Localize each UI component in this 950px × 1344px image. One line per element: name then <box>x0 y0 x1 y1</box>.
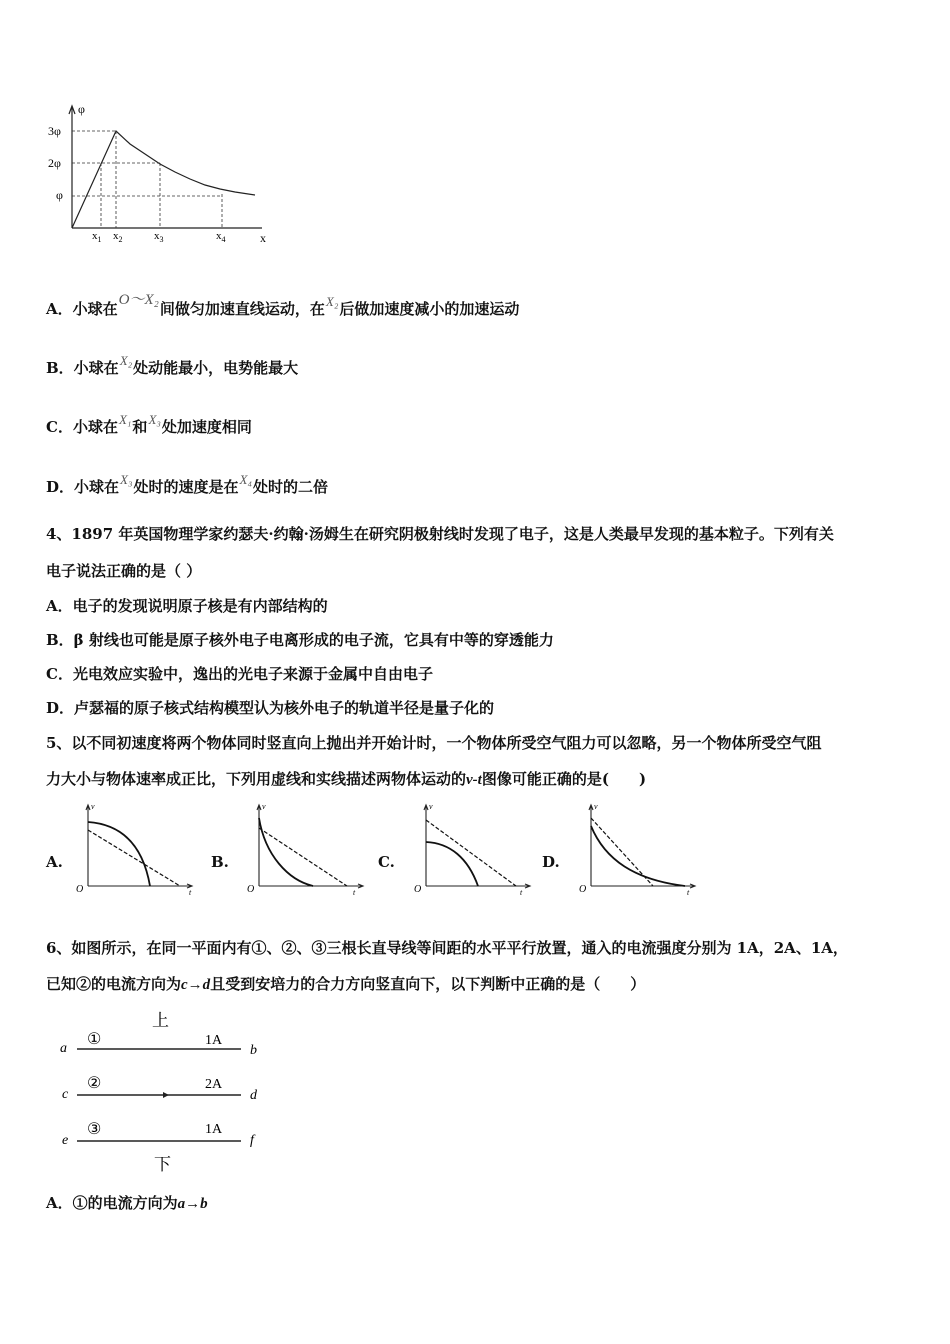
label-a: a <box>60 1041 67 1056</box>
q4-option-d: D．卢瑟福的原子核式结构模型认为核外电子的轨道半径是量子化的 <box>46 699 495 717</box>
vt-symbol: v-t <box>466 772 482 788</box>
symbol: O～X₂ <box>118 292 159 308</box>
solid-curve <box>591 826 685 886</box>
q4-option-c: C．光电效应实验中，逸出的光电子来源于金属中自由电子 <box>46 665 433 683</box>
v-axis-label: v <box>91 802 95 811</box>
stem-text: 已知②的电流方向为 <box>46 975 182 993</box>
wire1-number: ① <box>87 1031 102 1048</box>
wire2-current: 2A <box>205 1077 223 1092</box>
symbol: X₄ <box>239 472 252 487</box>
origin-label: O <box>247 884 255 895</box>
x-axis-label: x <box>260 231 266 245</box>
option-text: 间做匀加速直线运动，在 <box>159 300 325 318</box>
q4-option-a: A．电子的发现说明原子核是有内部结构的 <box>46 597 328 615</box>
label-e: e <box>62 1133 69 1148</box>
tick-phi: φ <box>56 188 63 202</box>
wire3-number: ③ <box>87 1121 102 1138</box>
tick-x2: $x_2$ <box>113 230 123 244</box>
symbol: X₃ <box>148 412 161 427</box>
v-axis-label: v <box>262 802 266 811</box>
label-c: c <box>62 1087 69 1102</box>
option-text: 处动能最小，电势能最大 <box>133 359 299 377</box>
wire3-current: 1A <box>205 1122 223 1137</box>
label-up: 上 <box>152 1011 169 1030</box>
q4-stem-line1: 4、1897 年英国物理学家约瑟夫·约翰·汤姆生在研究阴极射线时发现了电子，这是人类最早发现的基本粒子。下列有关 <box>46 525 834 543</box>
origin-label: O <box>579 884 587 895</box>
stem-text: 力大小与物体速率成正比，下列用虚线和实线描述两物体运动的 <box>46 770 467 788</box>
t-axis-label: t <box>189 888 192 895</box>
q4-stem-line2: 电子说法正确的是（ ） <box>46 562 202 580</box>
vt-graph-d <box>575 800 700 895</box>
vt-graph-b <box>243 800 368 895</box>
dashed-line <box>591 818 653 886</box>
option-text: B．小球在 <box>46 359 119 377</box>
symbol: X₃ <box>120 472 133 487</box>
q5-stem-line1: 5、以不同初速度将两个物体同时竖直向上抛出并开始计时，一个物体所受空气阻力可以忽略，另一个物体所受空气阻 <box>46 734 822 752</box>
option-text: 处加速度相同 <box>161 418 252 436</box>
option-text: 后做加速度减小的加速运动 <box>339 300 520 318</box>
label-b: b <box>250 1043 257 1058</box>
solid-curve <box>88 822 150 886</box>
q5-option-c-label: C. <box>378 853 395 871</box>
label-f: f <box>250 1133 254 1148</box>
symbol: X₂ <box>119 353 133 368</box>
tick-x3: $x_3$ <box>154 230 164 244</box>
q5-option-d-label: D. <box>542 853 560 871</box>
q3-option-a <box>46 292 520 319</box>
option-text: D．小球在 <box>46 478 120 496</box>
label-down: 下 <box>154 1155 171 1174</box>
x-tick-labels <box>92 230 226 244</box>
q3-option-d <box>46 472 328 497</box>
t-axis-label: t <box>353 888 356 895</box>
tick-x4: $x_4$ <box>216 230 226 244</box>
phi-axis-label: φ <box>78 102 85 116</box>
q3-option-b <box>46 353 299 378</box>
option-text: 处时的二倍 <box>252 478 328 496</box>
origin-label: O <box>76 884 84 895</box>
dashed-line <box>259 828 347 886</box>
wire2-number: ② <box>87 1075 102 1092</box>
dashed-line <box>88 830 180 886</box>
q6-option-a <box>46 1192 208 1213</box>
tick-3phi: 3φ <box>48 124 61 138</box>
q5-option-b-label: B. <box>211 853 229 871</box>
q6-stem-line2 <box>46 973 645 994</box>
q5-option-a-label: A. <box>46 853 63 871</box>
dashed-line <box>426 820 516 886</box>
q4-option-b: B．β 射线也可能是原子核外电子电离形成的电子流，它具有中等的穿透能力 <box>46 631 554 649</box>
option-text: C．小球在 <box>46 418 118 436</box>
label-d: d <box>250 1088 257 1103</box>
phi-x-graph <box>40 100 280 250</box>
option-text: 处时的速度是在 <box>133 478 239 496</box>
wire1-current: 1A <box>205 1033 223 1048</box>
origin-label: O <box>414 884 422 895</box>
ab-symbol: a→b <box>177 1196 208 1212</box>
v-axis-label: v <box>594 802 598 811</box>
t-axis-label: t <box>687 888 690 895</box>
q3-option-c <box>46 412 252 437</box>
option-text: A．①的电流方向为 <box>46 1194 178 1212</box>
t-axis-label: t <box>520 888 523 895</box>
stem-text: 且受到安培力的合力方向竖直向下，以下判断中正确的是（ ） <box>210 975 646 993</box>
cd-symbol: c→d <box>181 977 211 993</box>
option-text: 和 <box>132 418 148 436</box>
tick-x1: $x_1$ <box>92 230 102 244</box>
symbol: X₂ <box>325 294 339 309</box>
tick-2phi: 2φ <box>48 156 61 170</box>
stem-text: 图像可能正确的是( ) <box>481 770 647 788</box>
q5-stem-line2 <box>46 768 646 789</box>
option-text: A．小球在 <box>46 300 118 318</box>
symbol: X₁ <box>118 412 132 427</box>
phi-curve <box>72 131 255 228</box>
vt-graph-c <box>410 800 535 895</box>
q6-stem-line1: 6、如图所示，在同一平面内有①、②、③三根长直导线等间距的水平平行放置，通入的电流强度分别为 1A，2A、1A， <box>46 939 848 957</box>
v-axis-label: v <box>429 802 433 811</box>
solid-curve <box>259 818 313 886</box>
solid-curve <box>426 842 478 886</box>
current-arrow-icon <box>163 1092 169 1098</box>
vt-graph-a <box>72 800 197 895</box>
wires-figure <box>55 1002 275 1177</box>
